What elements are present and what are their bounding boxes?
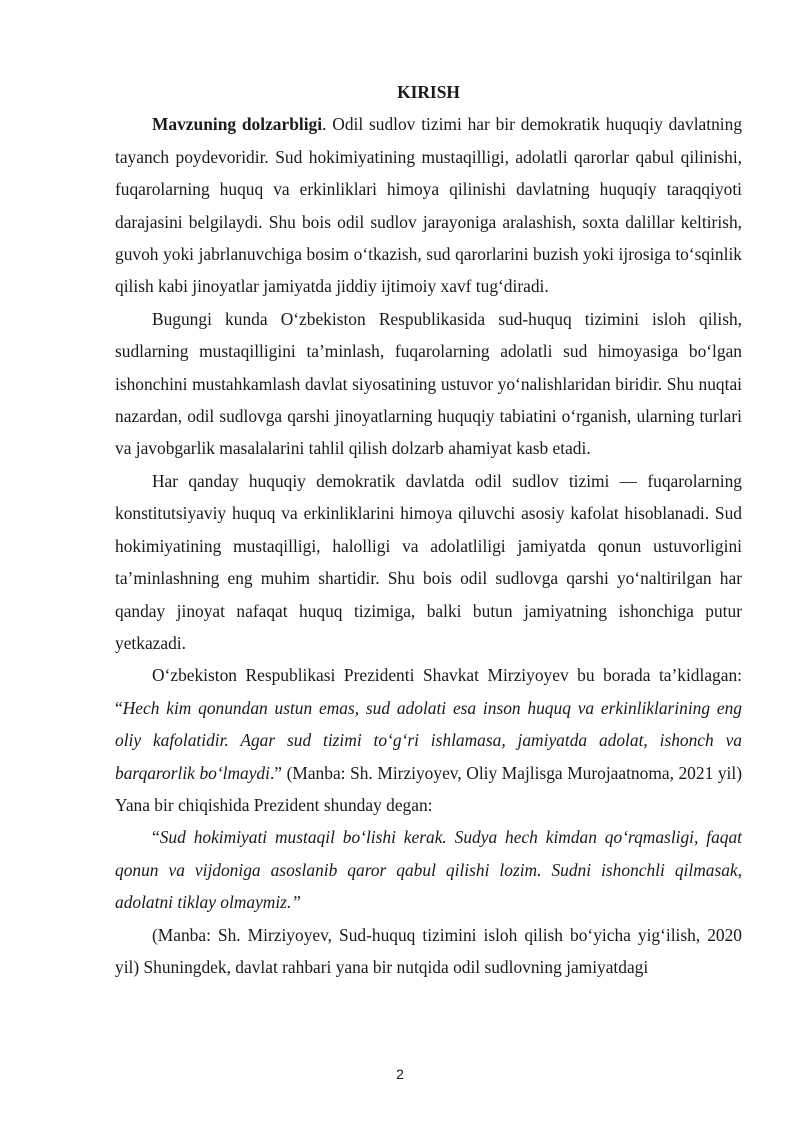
document-body [115,76,742,983]
paragraph-source: (Manba: Sh. Mirziyoyev, Sud-huquq tizimini isloh qilish boʻyicha yigʻilish, 2020 yil) Shuningdek, davlat rahbari yana bir nutqida odil sudlovning jamiyatdagi [115,924,742,977]
paragraph-text: . Odil sudlov tizimi har bir demokratik huquqiy davlatning tayanch poydevoridir. Sud hokimiyatining mustaqilligi, adolatli qarorlar qabul qilinishi, fuqarolarning huquq va erkinliklari himoya qilinishi davlatning huquqiy taraqqiyoti darajasini belgilaydi. Shu bois odil sudlov jarayoniga aralashish, soxta dalillar keltirish, guvoh yoki jabrlanuvchiga bosim oʻtkazish, sud qarorlarini buzish yoki ijrosiga toʻsqinlik qilish kabi jinoyatlar jamiyatda jiddiy ijtimoiy xavf tugʻdiradi. [115,114,743,297]
quote-open-mark: “ [152,827,160,848]
paragraph-reform: Bugungi kunda Oʻzbekiston Respublikasida sud-huquq tizimini isloh qilish, sudlarning mustaqilligini taʼminlash, fuqarolarning adolatli sud himoyasiga boʻlgan ishonchini mustahkamlash davlat siyosatining ustuvor yoʻnalishlaridan biridir. Shu nuqtai nazardan, odil sudlovga qarshi jinoyatlarning huquqiy tabiatini oʻrganish, ularning turlari va javobgarlik masalalarini tahlil qilish dolzarb ahamiyat kasb etadi. [115,308,742,459]
paragraph-president-quote [115,659,742,821]
page-number: 2 [396,1066,404,1082]
paragraph-relevance [115,108,742,302]
quote-text: Hech kim qonundan ustun emas, sud adolati esa inson huquq va erkinliklarining eng oliy kafolatidir. Agar sud tizimi toʻgʻri ishlamasa, jamiyatda adolat, ishonch va barqarorlik boʻlmaydi [115,697,742,783]
paragraph-lead: Mavzuning dolzarbligi [152,114,323,135]
quote-text: Sud hokimiyati mustaqil boʻlishi kerak. Sudya hech kimdan qoʻrqmasligi, faqat qonun va vijdoniga asoslanib qaror qabul qilishi lozim. Sudni ishonchli qilmasak, adolatni tiklay olmaymiz.” [115,827,742,913]
paragraph-guarantee: Har qanday huquqiy demokratik davlatda odil sudlov tizimi — fuqarolarning konstitutsiyaviy huquq va erkinliklarini himoya qiluvchi asosiy kafolat hisoblanadi. Sud hokimiyatining mustaqilligi, halolligi va adolatliligi jamiyatda qonun ustuvorligini taʼminlashning eng muhim shartidir. Shu bois odil sudlovga qarshi yoʻnaltirilgan har qanday jinoyat nafaqat huquq tizimiga, balki butun jamiyatning ishonchiga putur yetkazadi. [115,470,742,653]
quote-source: .” (Manba: Sh. Mirziyoyev, Oliy Majlisga Murojaatnoma, 2021 yil) Yana bir chiqishida Prezident shunday degan: [115,762,742,815]
paragraph-second-quote [115,821,742,918]
quote-intro: Oʻzbekiston Respublikasi Prezidenti Shavkat Mirziyoyev bu borada taʼkidlagan: “ [115,665,742,718]
section-heading: KIRISH [397,82,460,102]
